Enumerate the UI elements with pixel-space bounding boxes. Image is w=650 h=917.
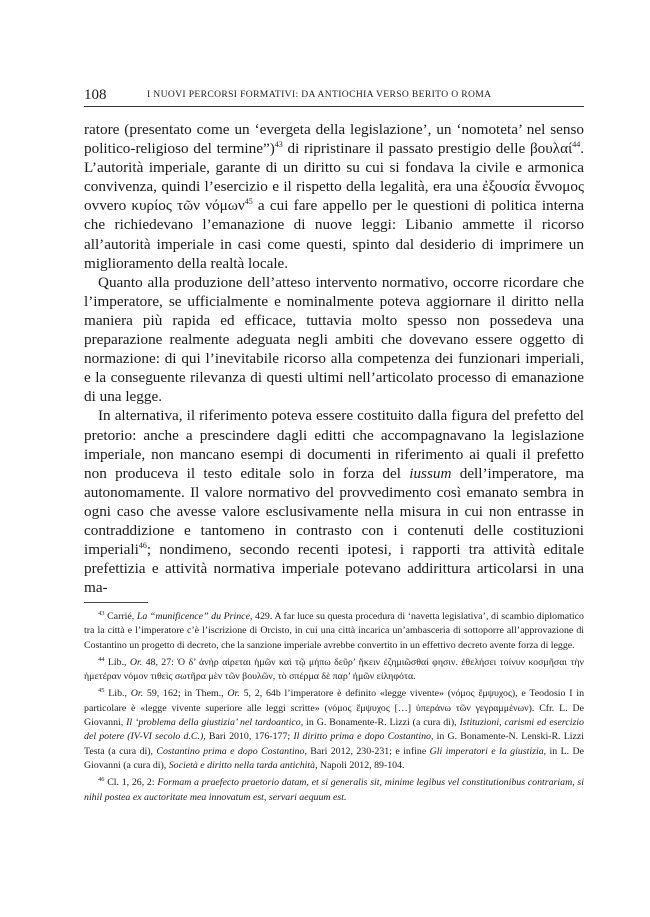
text-run: , in L. De Giovanni (a cura di), [84,745,585,771]
text-run: a cui fare appello per le questioni di politica interna che richiedevano l’emanazione di nuove leggi: Libanio ammette il ricorso all’autorità imperiale in casi come questi, spinto dal desiderio di imprimere un miglioramento della realtà locale. [84,197,584,272]
running-title: I NUOVI PERCORSI FORMATIVI: DA ANTIOCHIA VERSO BERITO O ROMA [147,89,492,100]
text-run: , in G. Bonamente-N. Lenski-R. Lizzi Testa (a cura di), [84,731,584,757]
italic-title: Or. [129,656,143,668]
italic-title: Il diritto prima e dopo Costantino [293,731,431,743]
text-run: , Bari 2012, 230-231; e infine [304,745,430,757]
italic-title: Gli imperatori e la giustizia [429,745,544,757]
italic-title: Il ‘problema della giustizia’ nel tardoantico [126,717,301,729]
text-run: ; nondimeno, secondo recenti ipotesi, i rapporti tra attività editale prefettizia e attività normativa imperiale potevano addirittura articolarsi in una ma- [84,541,584,597]
text-run: di ripristinare il passato prestigio delle βουλαί [282,140,573,158]
footnote-ref-44[interactable]: 44 [572,140,581,150]
text-run: 59, 162; in Them., [143,688,228,700]
footnote-45 [84,687,584,773]
paragraph-1 [84,120,584,273]
paragraph-2: Quanto alla produzione dell’atteso intervento normativo, occorre ricordare che l’imperatore, se ufficialmente e nominalmente poteva aggiornare il diritto nella maniera più rapida ed efficace, tuttavia molto spesso non possedeva una preparazione realmente adeguata negli ambiti che dovevano essere oggetto di normazione: di qui l’inevitabile ricorso alla competenza dei funzionari imperiali, e la conseguente rilevanza di questi ultimi nell’articolato processo di emanazione di una legge. [84,273,584,406]
text-run: Cl. 1, 26, 2: [104,777,158,789]
text-run: , in G. Bonamente-R. Lizzi (a cura di), [300,717,460,729]
text-run: 48, 27: Ὁ δ’ ἀνὴρ αἱρεται ἡμῶν καὶ τῷ μήπω δεῦρ’ ἥκειν ἐζημιῶσθαί φησιν. ἐθελήσει τοίνυν κοσμῆσαι τὴν ἡμετέραν νόμον τιθεὶς σωτῆρα μὲν τῶν βουλῶν, τὸ σπέρμα δὲ παρ’ ἡμῶν εἰληφότα. [84,656,584,683]
footnote-number: 43 [98,610,105,617]
text-run: ratore (presentato come un ‘evergeta della legislazione’, un ‘nomoteta’ nel senso politico-religioso del termine”) [84,121,584,158]
italic-title: Or. [227,688,240,700]
italic-title: Istituzioni, carismi ed esercizio del potere (IV-VI secolo d.C.) [84,717,584,743]
footnote-number: 45 [98,687,105,695]
footnote-ref-46[interactable]: 46 [138,541,147,551]
footnote-number: 44 [98,655,105,663]
italic-title: Società e diritto nella tarda antichità [168,759,316,771]
italic-quote: Formam a praefecto praetorio datam, et si generalis sit, minime legibus vel constitutionibus contrariam, si nihil postea ex auctoritate mea innovatum est, servari aequum est. [84,777,584,803]
footnote-number: 46 [98,776,105,784]
footnote-ref-45[interactable]: 45 [244,197,253,207]
text-run: Lib., [104,656,130,668]
text-run: , Bari 2010, 176-177; [203,731,294,743]
text-run: 5, 2, 64b l’imperatore è definito «legge vivente» (νόμος ἔμψυχος), e Teodosio I in particolare è «legge vivente superiore alle leggi scritte» (νόμος ἔμψυχος […] ὑπεράνω τῶν γεγραμμένων). Cfr. L. De Giovanni, [84,688,585,729]
text-run: , Napoli 2012, 89-104. [315,759,405,771]
text-run: , 429. A far luce su questa procedura di ‘navetta legislativa’, di scambio diplomatico tra la città e l’imperatore c’è l’iscrizione di Orcisto, in cui una città incarica un’ambasceria di sottoporre all’approvazione di Costantino un progetto di decreto, che la sanzione imperiale avrebbe convertito in un effettivo decreto avente forza di legge. [84,611,584,651]
footnote-separator [84,602,148,603]
footnote-46 [84,776,584,805]
text-run: dell’imperatore, ma autonomamente. Il valore normativo del provvedimento così emanato sembra in ogni caso che avesse valore esclusivamente nella misura in cui non entrasse in contraddizione e tantomeno in contrasto con i contenuti delle costituzioni imperiali [84,464,584,559]
page-number: 108 [84,87,107,103]
italic-title: Or. [130,688,144,700]
italic-title: La “munificence” du Prince [136,611,250,622]
italic-title: Costantino prima e dopo Costantino [156,745,305,757]
text-run: Carrié, [104,611,137,622]
paragraph-3 [84,406,584,597]
footnote-44 [84,656,584,685]
footnote-43 [84,610,584,653]
running-header [84,86,584,107]
text-run: . L’autorità imperiale, garante di un diritto su cui si fondava la civile e armonica convivenza, quindi l’esercizio e il rispetto della legalità, era una ἐξουσία ἔννομος ovvero κυρίος τῶν νόμων [84,140,584,215]
footnotes [84,610,584,808]
text-run: Lib., [104,688,131,700]
italic-term: iussum [409,464,452,482]
text-run: In alternativa, il riferimento poteva essere costituito dalla figura del prefetto del pretorio: anche a prescindere dagli editti che accompagnavano la legislazione imperiale, non mancano esempi di documenti in riferimento ai quali il prefetto non produceva il testo editale solo in forza del [84,407,584,482]
footnote-ref-43[interactable]: 43 [274,140,283,150]
main-text [84,120,584,597]
